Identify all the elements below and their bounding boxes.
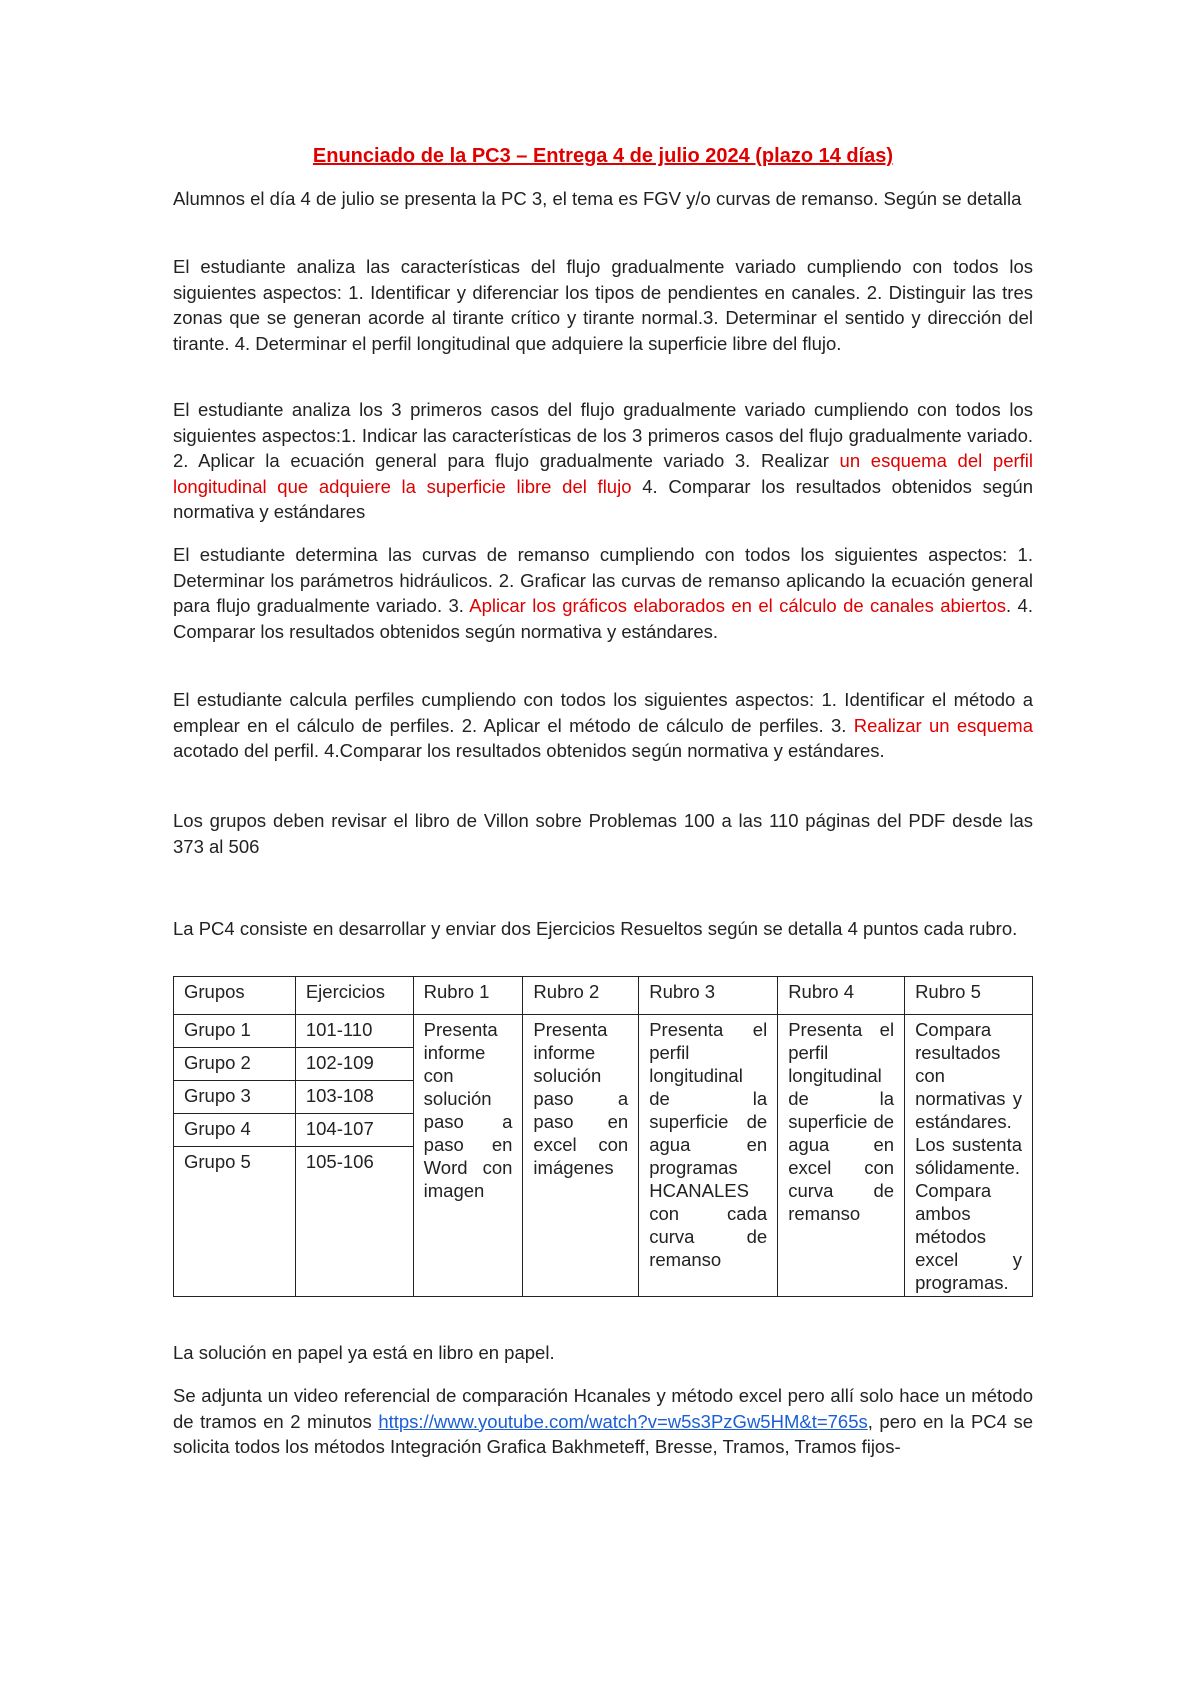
table-header-cell: Rubro 5: [905, 977, 1033, 1015]
criteria-2-text-a: El estudiante analiza los 3 primeros casos del flujo gradualmente variado cumpliendo con todos los siguientes aspectos:1. Indicar las características de los 3 primeros casos del flujo gradualmente variado. 2. Aplicar la ecuación general para flujo gradualmente variado 3. Realizar: [173, 399, 1033, 471]
exercise-range-cell: 103-108: [295, 1081, 413, 1114]
table-header-cell: Rubro 1: [413, 977, 523, 1015]
exercise-range-cell: 101-110: [295, 1015, 413, 1048]
intro-paragraph: Alumnos el día 4 de julio se presenta la PC 3, el tema es FGV y/o curvas de remanso. Según se detalla: [173, 188, 1022, 209]
rubro-1-cell: Presenta informe con solución paso a paso en Word con imagen: [413, 1015, 523, 1297]
criteria-2-text-b: 4. Comparar los resultados obtenidos según normativa y estándares: [173, 475, 1033, 522]
table-row: [174, 1015, 1033, 1048]
criteria-2-highlight: un esquema del perfil longitudinal que adquiere la superficie libre del flujo: [173, 450, 1033, 497]
video-text-b: , pero en la PC4 se solicita todos los métodos Integración Grafica Bakhmeteff, Bresse, Tramos, Tramos fijos-: [173, 1410, 1033, 1457]
exercise-range-cell: 105-106: [295, 1147, 413, 1297]
exercise-range-cell: 102-109: [295, 1048, 413, 1081]
group-name-cell: Grupo 2: [174, 1048, 296, 1081]
rubric-table: [173, 976, 1033, 1297]
criteria-3-text-a: El estudiante determina las curvas de remanso cumpliendo con todos los siguientes aspectos: 1. Determinar los parámetros hidráulicos. 2. Graficar las curvas de remanso aplicando la ecuación general para flujo gradualmente variado. 3.: [173, 544, 1033, 616]
criteria-paragraph-1: El estudiante analiza las características del flujo gradualmente variado cumpliendo con todos los siguientes aspectos: 1. Identificar y diferenciar los tipos de pendientes en canales. 2. Distinguir las tres zonas que se generan acorde al tirante crítico y tirante normal.3. Determinar el sentido y dirección del tirante. 4. Determinar el perfil longitudinal que adquiere la superficie libre del flujo.: [173, 256, 1033, 354]
books-paragraph: Los grupos deben revisar el libro de Villon sobre Problemas 100 a las 110 páginas del PDF desde las 373 al 506: [173, 810, 1033, 857]
youtube-link[interactable]: https://www.youtube.com/watch?v=w5s3PzGw5HM&t=765s: [378, 1410, 868, 1432]
group-name-cell: Grupo 1: [174, 1015, 296, 1048]
group-name-cell: Grupo 4: [174, 1114, 296, 1147]
rubro-4-cell: Presenta el perfil longitudinal de la superficie de agua en excel con curva de remanso: [778, 1015, 905, 1297]
table-header-cell: Rubro 2: [523, 977, 639, 1015]
rubro-3-cell: Presenta el perfil longitudinal de la superficie de agua en programas HCANALES con cada curva de remanso: [639, 1015, 778, 1297]
criteria-paragraph-3: [173, 542, 1033, 644]
table-header-cell: Rubro 3: [639, 977, 778, 1015]
criteria-4-text-b: acotado del perfil. 4.Comparar los resultados obtenidos según normativa y estándares.: [173, 740, 885, 761]
video-paragraph: [173, 1383, 1033, 1460]
table-header-row: [174, 977, 1033, 1015]
criteria-3-highlight: Aplicar los gráficos elaborados en el cálculo de canales abiertos: [469, 595, 1007, 616]
criteria-4-text-a: El estudiante calcula perfiles cumpliendo con todos los siguientes aspectos: 1. Identificar el método a emplear en el cálculo de perfiles. 2. Aplicar el método de cálculo de perfiles. 3.: [173, 689, 1033, 736]
table-header-cell: Ejercicios: [295, 977, 413, 1015]
criteria-paragraph-4: [173, 687, 1033, 764]
group-name-cell: Grupo 5: [174, 1147, 296, 1297]
rubro-2-cell: Presenta informe solución paso a paso en excel con imágenes: [523, 1015, 639, 1297]
criteria-3-text-b: . 4. Comparar los resultados obtenidos según normativa y estándares.: [173, 595, 1033, 642]
table-header-cell: Rubro 4: [778, 977, 905, 1015]
rubro-5-cell: Compara resultados con normativas y estándares. Los sustenta sólidamente. Compara ambos métodos excel y programas.: [905, 1015, 1033, 1297]
criteria-4-highlight: Realizar un esquema: [853, 714, 1033, 736]
criteria-paragraph-2: [173, 397, 1033, 525]
pc4-paragraph: La PC4 consiste en desarrollar y enviar dos Ejercicios Resueltos según se detalla 4 puntos cada rubro.: [173, 918, 1018, 939]
paper-solution-note: La solución en papel ya está en libro en papel.: [173, 1342, 555, 1363]
table-header-cell: Grupos: [174, 977, 296, 1015]
video-text-a: Se adjunta un video referencial de comparación Hcanales y método excel pero allí solo hace un método de tramos en 2 minutos: [173, 1385, 1033, 1432]
exercise-range-cell: 104-107: [295, 1114, 413, 1147]
group-name-cell: Grupo 3: [174, 1081, 296, 1114]
document-title: Enunciado de la PC3 – Entrega 4 de julio 2024 (plazo 14 días): [312, 145, 894, 167]
